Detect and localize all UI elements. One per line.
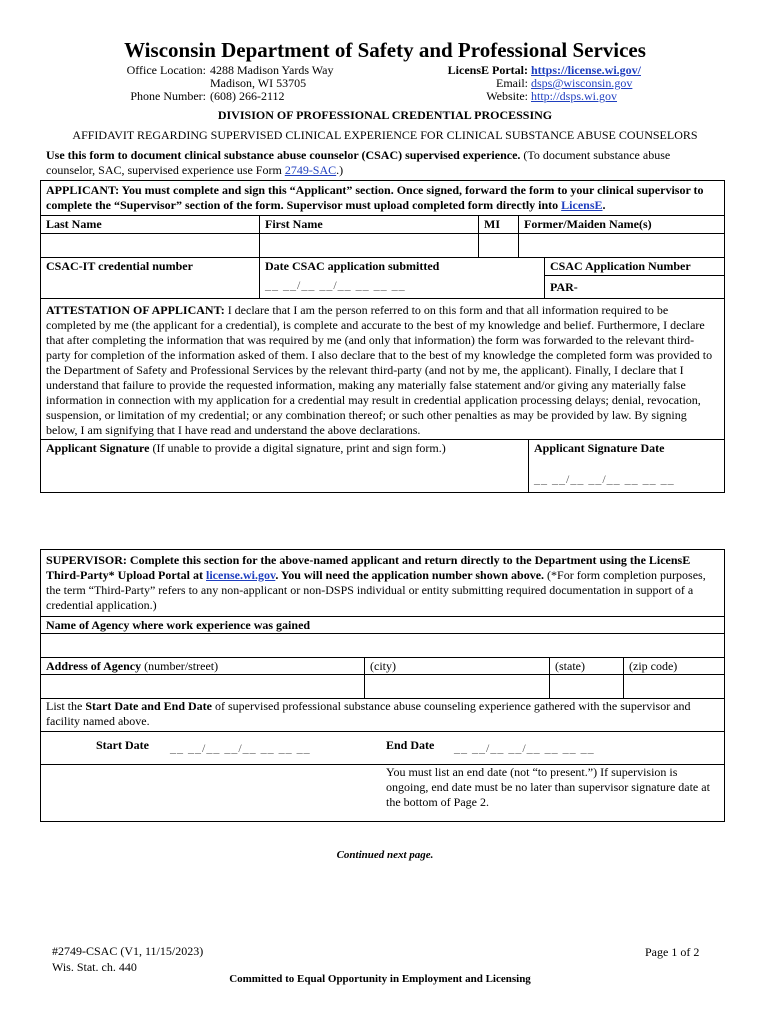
affidavit-heading: AFFIDAVIT REGARDING SUPERVISED CLINICAL EXPERIENCE FOR CLINICAL SUBSTANCE ABUSE COUNSELORS [72,128,698,142]
dates-instruction: List the Start Date and End Date of supervised professional substance abuse counseling experience gathered with the supervisor and facility named above. [46,699,691,728]
mi-label: MI [478,215,519,234]
date-submitted-field[interactable] [259,257,545,299]
attestation-text: ATTESTATION OF APPLICANT: I declare that I am the person referred to on this form and that all information required to be completed by me (the applicant for a credential), is complete and accurate to the best of my knowledge and belief. Furthermore, I declare that after completing the information that was required by me (and only that information) the form was forwarded to the relevant third-party for completion of the information asked of them. I also declare that to the best of my knowledge the completed form was provided to the Department of Safety and Professional Services by the relevant third-party (and not by me, the applicant). Finally, I declare that I understand that failure to provide the requested information, making any materially false statement and/or giving any materially false information in connection with my application for a credential may result in credential application processing delays; denial, revocation, suspension, or limitation of my credential; or any combination thereof; or such other penalties as may be provided by law. By signing below, I am signifying that I have read and understand the above declarations. [46,303,713,437]
first-name-field[interactable] [259,233,479,258]
last-name-field[interactable] [40,233,260,258]
division-heading: DIVISION OF PROFESSIONAL CREDENTIAL PROCESSING [217,108,553,122]
last-name-label: Last Name [40,215,260,234]
applicant-signature-field[interactable] [40,439,529,493]
zip-label: (zip code) [623,657,725,675]
former-name-field[interactable] [518,233,725,258]
zip-field[interactable] [623,674,725,699]
intro-text: Use this form to document clinical substance abuse counselor (CSAC) supervised experience. (To document substance abuse counselor, SAC, supervised experience use Form 2749-SAC.) [46,148,671,177]
website-link[interactable]: http://dsps.wi.gov [531,89,618,103]
office-values [210,64,334,103]
agency-name-label: Name of Agency where work experience was gained [40,616,725,634]
state-label: (state) [549,657,624,675]
dates-divider [40,731,725,732]
start-date-label: Start Date [96,738,149,752]
applicant-instruction: APPLICANT: You must complete and sign this “Applicant” section. Once signed, forward the form to your clinical supervisor to complete the “Supervisor” section of the form. Supervisor must upload completed form directly into LicensE. [46,183,704,212]
app-number-field[interactable] [544,275,725,299]
portal-link[interactable]: https://license.wi.gov/ [531,63,641,77]
license-wi-gov-link[interactable]: license.wi.gov [206,568,276,582]
continued-note: Continued next page. [336,849,434,861]
form-id: #2749-CSAC (V1, 11/15/2023) Wis. Stat. ch. 440 [52,944,204,974]
applicant-signature-date-label: Applicant Signature Date [534,441,665,455]
app-number-label: CSAC Application Number [544,257,725,276]
applicant-signature-label: Applicant Signature [46,441,150,455]
office-line2: Madison, WI 53705 [210,76,307,90]
office-label: Office Location: Phone Number: [126,63,206,103]
statute: Wis. Stat. ch. 440 [52,960,137,974]
state-field[interactable] [549,674,624,699]
applicant-signature-date-field[interactable] [528,439,725,493]
street-field[interactable] [40,674,365,699]
date-submitted-label: Date CSAC application submitted [265,259,440,273]
city-label: (city) [364,657,550,675]
equal-opportunity-statement: Committed to Equal Opportunity in Employment and Licensing [229,973,531,985]
end-date-field[interactable]: __ __/__ __/__ __ __ __ [454,741,595,755]
par-prefix: PAR- [550,280,578,294]
contact-values [531,64,641,103]
mi-field[interactable] [478,233,519,258]
end-date-label: End Date [386,738,435,752]
agency-name-field[interactable] [40,633,725,658]
csac-it-field[interactable] [40,257,260,299]
start-date-field[interactable]: __ __/__ __/__ __ __ __ [170,741,311,755]
email-link[interactable]: dsps@wisconsin.gov [531,76,633,90]
end-date-note: You must list an end date (not “to present.”) If supervision is ongoing, end date must be no later than supervisor signature date at the bottom of Page 2. [386,765,710,809]
first-name-label: First Name [259,215,479,234]
license-link[interactable]: LicensE [561,198,603,212]
former-name-label: Former/Maiden Name(s) [518,215,725,234]
applicant-signature-note: (If unable to provide a digital signature, print and sign form.) [149,441,446,455]
applicant-signature-date-blank: __ __/__ __/__ __ __ __ [534,472,675,486]
office-line1: 4288 Madison Yards Way [210,63,334,77]
page-number: Page 1 of 2 [645,945,700,959]
supervisor-instruction: SUPERVISOR: Complete this section for the above-named applicant and return directly to the Department using the LicensE Third-Party* Upload Portal at license.wi.gov. You will need the application number shown above. (*For form completion purposes, the term “Third-Party” refers to any non-applicant or non-DSPS individual or entity submitting required documentation in support of a credential application.) [46,553,706,612]
form-2749-sac-link[interactable]: 2749-SAC [284,163,337,177]
contact-labels: LicensE Portal: Email: Website: [447,63,528,103]
date-submitted-blank: __ __/__ __/__ __ __ __ [265,278,406,292]
city-field[interactable] [364,674,550,699]
page-title: Wisconsin Department of Safety and Professional Services [124,38,646,62]
csac-it-label: CSAC-IT credential number [46,259,193,273]
address-label: Address of Agency (number/street) [40,657,365,675]
phone-value: (608) 266-2112 [210,89,285,103]
